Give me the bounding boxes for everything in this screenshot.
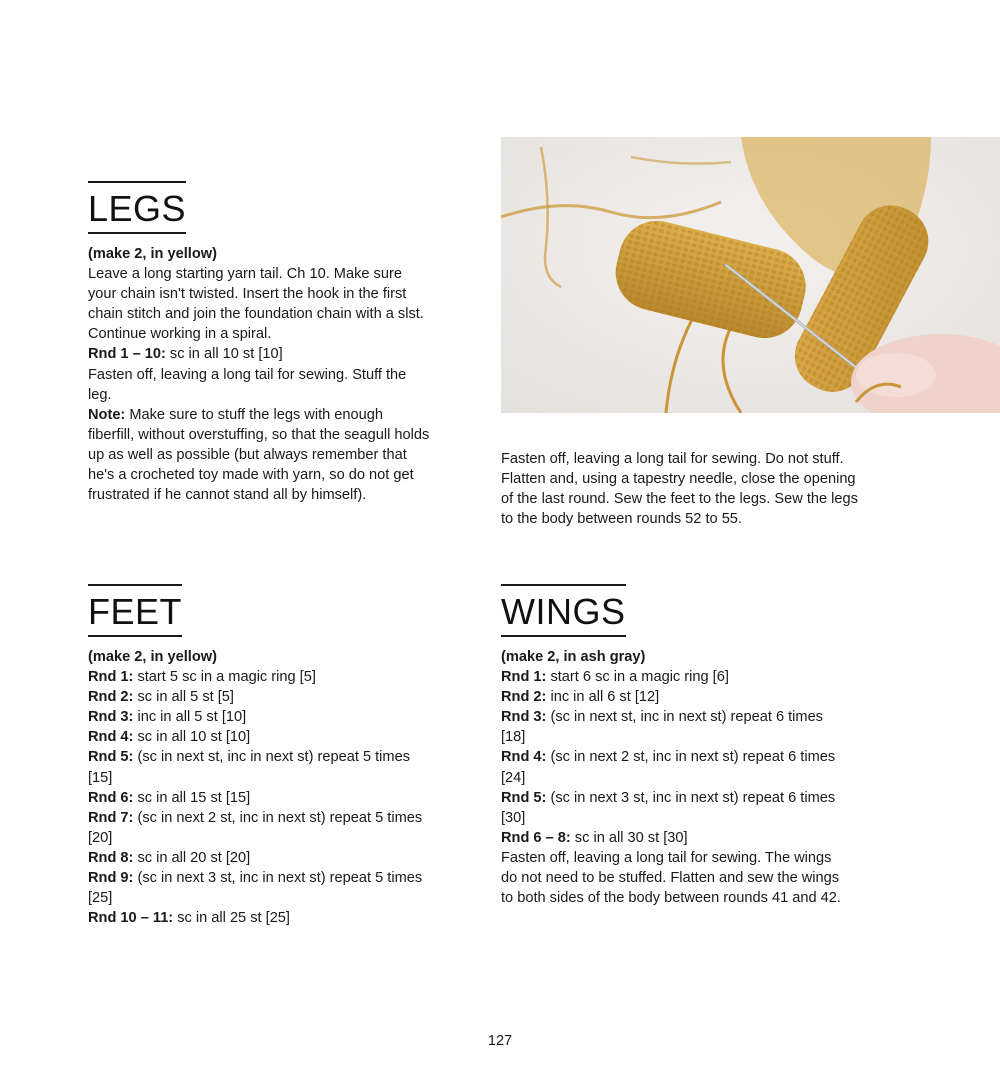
feet-round: [88, 667, 433, 687]
round-label: Rnd 1:: [88, 669, 134, 686]
wings-title: WINGS: [501, 591, 626, 632]
page-number: 127: [487, 1033, 513, 1049]
legs-round: [88, 344, 433, 364]
legs-heading: [88, 181, 186, 234]
wings-round: [501, 667, 846, 687]
feet-title: FEET: [88, 591, 183, 632]
wings-round: [501, 687, 846, 707]
round-text: sc in all 25 st [25]: [173, 910, 290, 927]
round-text: (sc in next 2 st, inc in next st) repeat 5 times [20]: [88, 809, 423, 846]
round-text: inc in all 6 st [12]: [546, 689, 660, 706]
feet-heading: [88, 584, 182, 637]
round-text: (sc in next st, inc in next st) repeat 6 times [18]: [501, 709, 823, 746]
round-label: Rnd 1:: [501, 669, 547, 686]
round-label: Rnd 6:: [88, 789, 134, 806]
round-label: Rnd 9:: [88, 870, 134, 887]
legs-body: [88, 244, 433, 505]
round-label: Rnd 3:: [88, 709, 134, 726]
round-text: sc in all 15 st [15]: [133, 789, 251, 806]
round-label: Rnd 10 – 11:: [88, 910, 174, 927]
legs-subtitle: (make 2, in yellow): [88, 246, 217, 262]
feet-round: [88, 868, 433, 908]
legs-note: [88, 405, 433, 505]
round-text: (sc in next st, inc in next st) repeat 5 times [15]: [88, 749, 410, 786]
round-text: sc in all 30 st [30]: [570, 829, 688, 846]
wings-after: Fasten off, leaving a long tail for sewing. The wings do not need to be stuffed. Flatten and sew the wings to both sides of the body between rounds 41 and 42.: [501, 849, 841, 907]
feet-round: [88, 848, 433, 868]
round-label: Rnd 7:: [88, 809, 134, 826]
photo-illustration: [501, 137, 1000, 413]
round-text: sc in all 10 st [10]: [133, 729, 251, 746]
feet-round: [88, 707, 433, 727]
round-label: Rnd 1 – 10:: [88, 346, 166, 363]
round-text: inc in all 5 st [10]: [133, 709, 247, 726]
round-label: Rnd 4:: [88, 729, 134, 746]
heading-rule-bottom: [501, 635, 626, 637]
legs-continued-body: [501, 449, 861, 529]
legs-continued-text: Fasten off, leaving a long tail for sewing. Do not stuff. Flatten and, using a tapestry needle, close the opening of the last round. Sew the feet to the legs. Sew the legs to the body between rounds 52 to 55.: [501, 451, 858, 528]
legs-intro: Leave a long starting yarn tail. Ch 10. Make sure your chain isn't twisted. Insert the hook in the first chain stitch and join the foundation chain with a slst. Continue working in a spiral.: [88, 266, 424, 343]
feet-section: [88, 584, 433, 928]
feet-round: [88, 808, 433, 848]
feet-round: [88, 788, 433, 808]
wings-round: [501, 788, 846, 828]
legs-title: LEGS: [88, 188, 187, 229]
round-label: Rnd 6 – 8:: [501, 829, 571, 846]
round-text: sc in all 20 st [20]: [133, 849, 251, 866]
round-label: Rnd 8:: [88, 849, 134, 866]
round-text: start 6 sc in a magic ring [6]: [546, 669, 729, 686]
legs-continued-section: [501, 449, 861, 529]
crochet-legs-photo: [501, 137, 1000, 413]
round-text: (sc in next 3 st, inc in next st) repeat 6 times [30]: [501, 789, 836, 826]
round-label: Rnd 4:: [501, 749, 547, 766]
wings-heading: [501, 584, 626, 637]
round-label: Rnd 2:: [501, 689, 547, 706]
round-text: sc in all 10 st [10]: [165, 346, 283, 363]
feet-round: [88, 687, 433, 707]
heading-rule-bottom: [88, 635, 182, 637]
legs-after: Fasten off, leaving a long tail for sewing. Stuff the leg.: [88, 366, 407, 403]
round-label: Rnd 2:: [88, 689, 134, 706]
feet-round: [88, 727, 433, 747]
wings-round: [501, 828, 846, 848]
wings-round: [501, 707, 846, 747]
round-label: Rnd 5:: [88, 749, 134, 766]
round-text: start 5 sc in a magic ring [5]: [133, 669, 316, 686]
round-text: (sc in next 2 st, inc in next st) repeat 6 times [24]: [501, 749, 836, 786]
feet-round: [88, 908, 433, 928]
round-text: (sc in next 3 st, inc in next st) repeat 5 times [25]: [88, 870, 423, 907]
round-text: sc in all 5 st [5]: [133, 689, 234, 706]
note-text: Make sure to stuff the legs with enough fiberfill, without overstuffing, so that the seagull holds up as well as possible (but always remember that he's a crocheted toy made with yarn, so do not get frustrated if he cannot stand all by himself).: [88, 406, 430, 504]
wings-section: [501, 584, 846, 908]
wings-round: [501, 747, 846, 787]
round-label: Rnd 3:: [501, 709, 547, 726]
legs-section: [88, 181, 433, 505]
heading-rule-bottom: [88, 232, 186, 234]
feet-body: [88, 647, 433, 928]
wings-subtitle: (make 2, in ash gray): [501, 649, 646, 665]
feet-subtitle: (make 2, in yellow): [88, 649, 217, 665]
wings-body: [501, 647, 846, 908]
note-label: Note:: [88, 406, 126, 423]
feet-round: [88, 747, 433, 787]
round-label: Rnd 5:: [501, 789, 547, 806]
